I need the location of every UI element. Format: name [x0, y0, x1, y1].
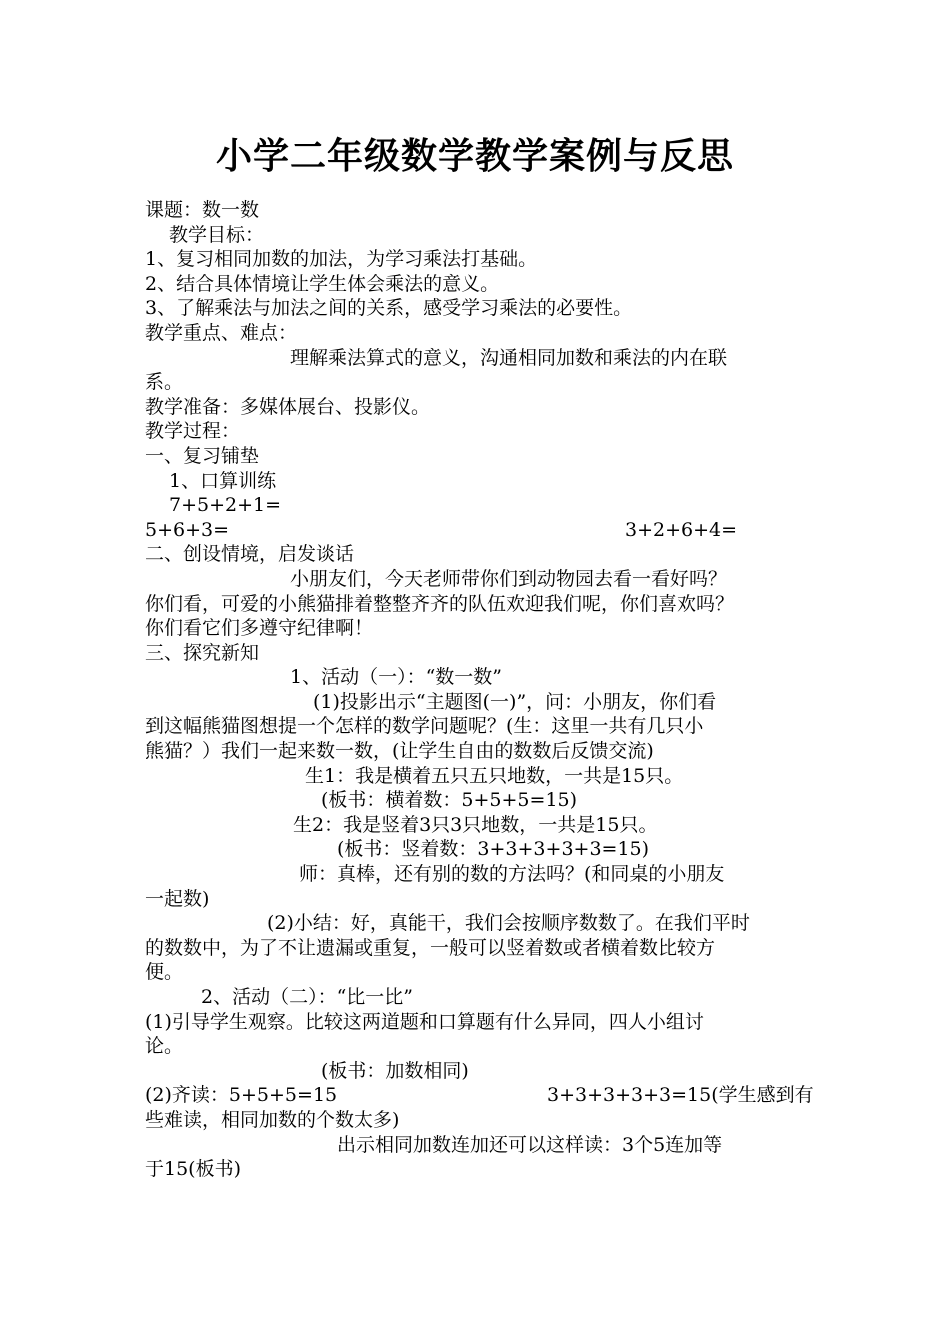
text-line: 课题：数一数: [145, 199, 260, 221]
section-heading: 一、复习铺垫: [145, 444, 260, 467]
section-heading: 三、探究新知: [145, 641, 260, 664]
text-line: 小朋友们，今天老师带你们到动物园去看一看好吗？: [290, 567, 728, 590]
equation: 5+6+3=: [145, 518, 230, 541]
text-line: 系。: [145, 371, 184, 394]
equation-line: 7+5+2+1=: [169, 494, 282, 517]
equation: (2)齐读：5+5+5=15: [145, 1084, 338, 1107]
text-line: 到这幅熊猫图想提一个怎样的数学问题呢？(生：这里一共有几只小: [145, 715, 704, 738]
page-title: 小学二年级数学教学案例与反思: [215, 135, 734, 177]
equation: 3+3+3+3+3=15(学生感到有: [547, 1084, 814, 1107]
text-line: 1、活动（一）：“数一数”: [290, 666, 503, 689]
text-line: 生2：我是竖着3只3只地数，一共是15只。: [293, 813, 658, 836]
text-line: 1、复习相同加数的加法，为学习乘法打基础。: [145, 248, 538, 271]
text-line: (2)小结：好，真能干，我们会按顺序数数了。在我们平时: [267, 912, 750, 935]
section-heading: 二、创设情境，启发谈话: [145, 543, 355, 566]
text-line: (板书：横着数：5+5+5=15): [321, 789, 578, 812]
text-line: (1)引导学生观察。比较这两道题和口算题有什么异同，四人小组讨: [145, 1010, 704, 1033]
text-line: 便。: [145, 961, 184, 984]
text-line: 1、口算训练: [169, 469, 277, 492]
text-line: 的数数中，为了不让遗漏或重复，一般可以竖着数或者横着数比较方: [145, 936, 716, 959]
text-line: 论。: [145, 1035, 184, 1058]
text-line: 理解乘法算式的意义，沟通相同加数和乘法的内在联: [290, 346, 728, 369]
text-line: 教学目标：: [169, 223, 265, 246]
document-body: [145, 198, 814, 1182]
equation-row: [145, 518, 810, 543]
text-line: 你们看它们多遵守纪律啊！: [145, 617, 374, 640]
text-line: 熊猫？）我们一起来数一数，(让学生自由的数数后反馈交流): [145, 740, 654, 763]
text-line: (板书：加数相同): [321, 1059, 469, 1082]
section-heading: 2、活动（二）：“比一比”: [201, 986, 414, 1008]
text-line: (板书：竖着数：3+3+3+3+3=15): [337, 838, 650, 861]
text-line: 教学准备：多媒体展台、投影仪。: [145, 395, 431, 418]
text-line: 你们看，可爱的小熊猫排着整整齐齐的队伍欢迎我们呢，你们喜欢吗？: [145, 592, 735, 615]
text-line: 师：真棒，还有别的数的方法吗？(和同桌的小朋友: [299, 863, 725, 886]
equation: 3+2+6+4=: [625, 518, 738, 541]
text-line: 生1：我是横着五只五只地数，一共是15只。: [305, 764, 684, 787]
text-line: (1)投影出示“主题图(一)”，问：小朋友，你们看: [313, 690, 717, 713]
text-line: 教学重点、难点：: [145, 321, 298, 344]
text-line: 2、结合具体情境让学生体会乘法的意义。: [145, 272, 500, 295]
text-line: 于15(板书): [145, 1158, 242, 1181]
text-line: 一起数): [145, 887, 210, 910]
text-line: 出示相同加数连加还可以这样读：3个5连加等: [337, 1133, 723, 1156]
text-line: 教学过程：: [145, 420, 241, 443]
text-line: 些难读，相同加数的个数太多): [145, 1108, 400, 1131]
equation-row: [145, 1083, 814, 1108]
text-line: 3、了解乘法与加法之间的关系，感受学习乘法的必要性。: [145, 297, 633, 320]
